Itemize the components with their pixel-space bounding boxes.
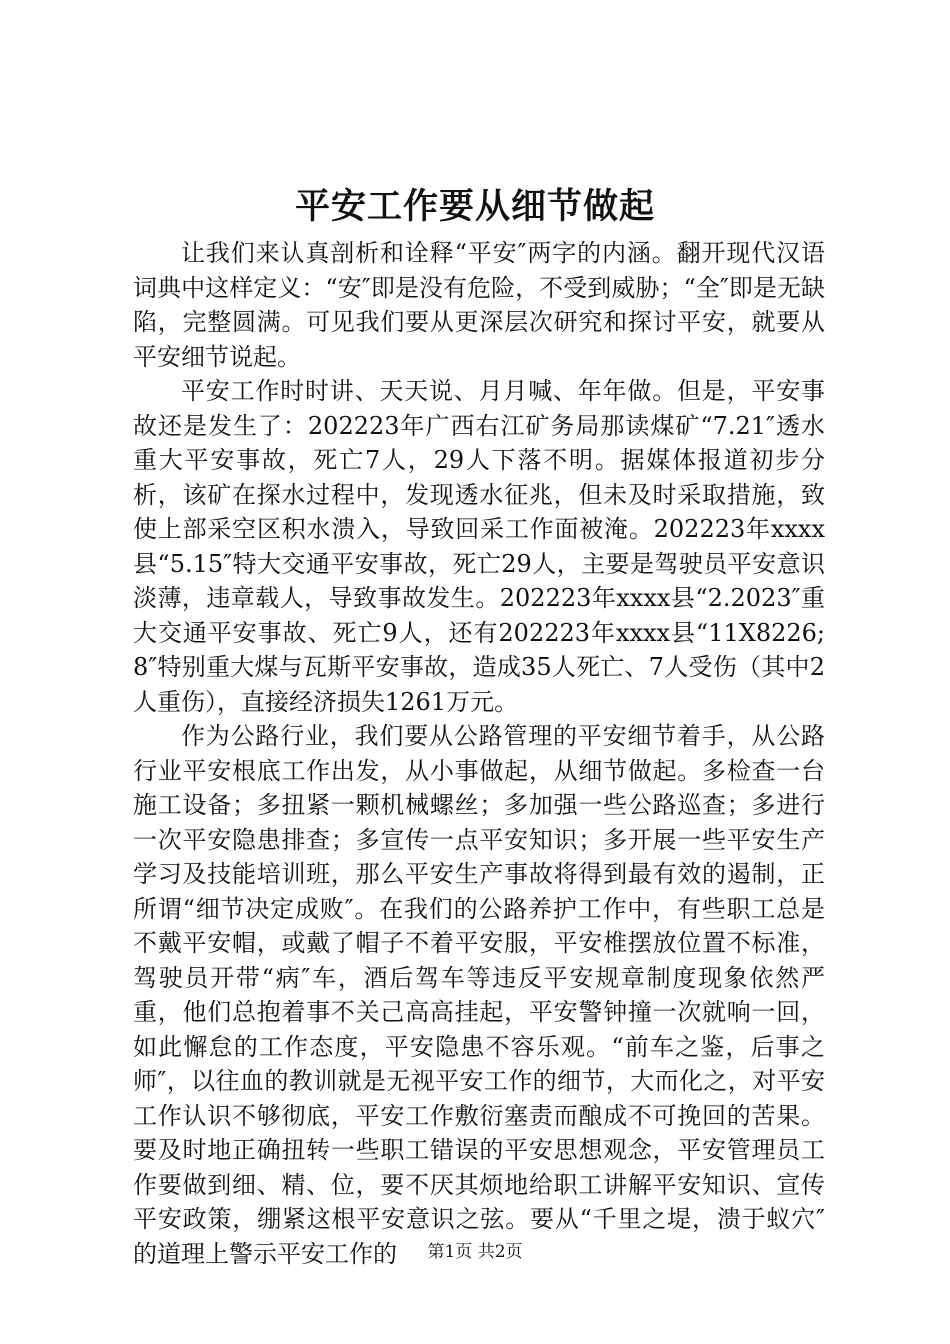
page-number-footer: 第1页 共2页	[427, 1242, 523, 1262]
paragraph-definition: 让我们来认真剖析和诠释“平安″两字的内涵。翻开现代汉语词典中这样定义：“安″即是没有危险，不受到威胁；“全″即是无缺陷，完整圆满。可见我们要从更深层次研究和探讨平安，就要从平安细节说起。	[133, 239, 825, 371]
document-title: 平安工作要从细节做起	[294, 186, 655, 227]
paragraph-highway-safety: 作为公路行业，我们要从公路管理的平安细节着手，从公路行业平安根底工作出发，从小事做起，从细节做起。多检查一台施工设备；多扭紧一颗机械螺丝；多加强一些公路巡查；多进行一次平安隐患排查；多宣传一点平安知识；多开展一些平安生产学习及技能培训班，那么平安生产事故将得到最有效的遏制，正所谓“细节决定成败″。在我们的公路养护工作中，有些职工总是不戴平安帽，或戴了帽子不着平安服，平安椎摆放位置不标准，驾驶员开带“病″车，酒后驾车等违反平安规章制度现象依然严重，他们总抱着事不关己高高挂起，平安警钟撞一次就响一回，如此懈怠的工作态度，平安隐患不容乐观。“前车之鉴，后事之师″，以往血的教训就是无视平安工作的细节，大而化之，对平安工作认识不够彻底，平安工作敷衍塞责而酿成不可挽回的苦果。要及时地正确扭转一些职工错误的平安思想观念，平安管理员工作要做到细、精、位，要不厌其烦地给职工讲解平安知识、宣传平安政策，绷紧这根平安意识之弦。要从“千里之堤，溃于蚁穴″的道理上警示平安工作的	[133, 722, 825, 1268]
paragraph-accidents: 平安工作时时讲、天天说、月月喊、年年做。但是，平安事故还是发生了：202223年广西右江矿务局那读煤矿“7.21″透水重大平安事故，死亡7人，29人下落不明。据媒体报道初步分析，该矿在探水过程中，发现透水征兆，但未及时采取措施，致使上部采空区积水溃入，导致回采工作面被淹。202223年xxxx县“5.15″特大交通平安事故，死亡29人，主要是驾驶员平安意识淡薄，违章载人，导致事故发生。202223年xxxx县“2.2023″重大交通平安事故、死亡9人，还有202223年xxxx县“11X8226;8″特别重大煤与瓦斯平安事故，造成35人死亡、7人受伤（其中2人重伤），直接经济损失1261万元。	[133, 377, 825, 716]
document-body	[133, 236, 825, 1271]
